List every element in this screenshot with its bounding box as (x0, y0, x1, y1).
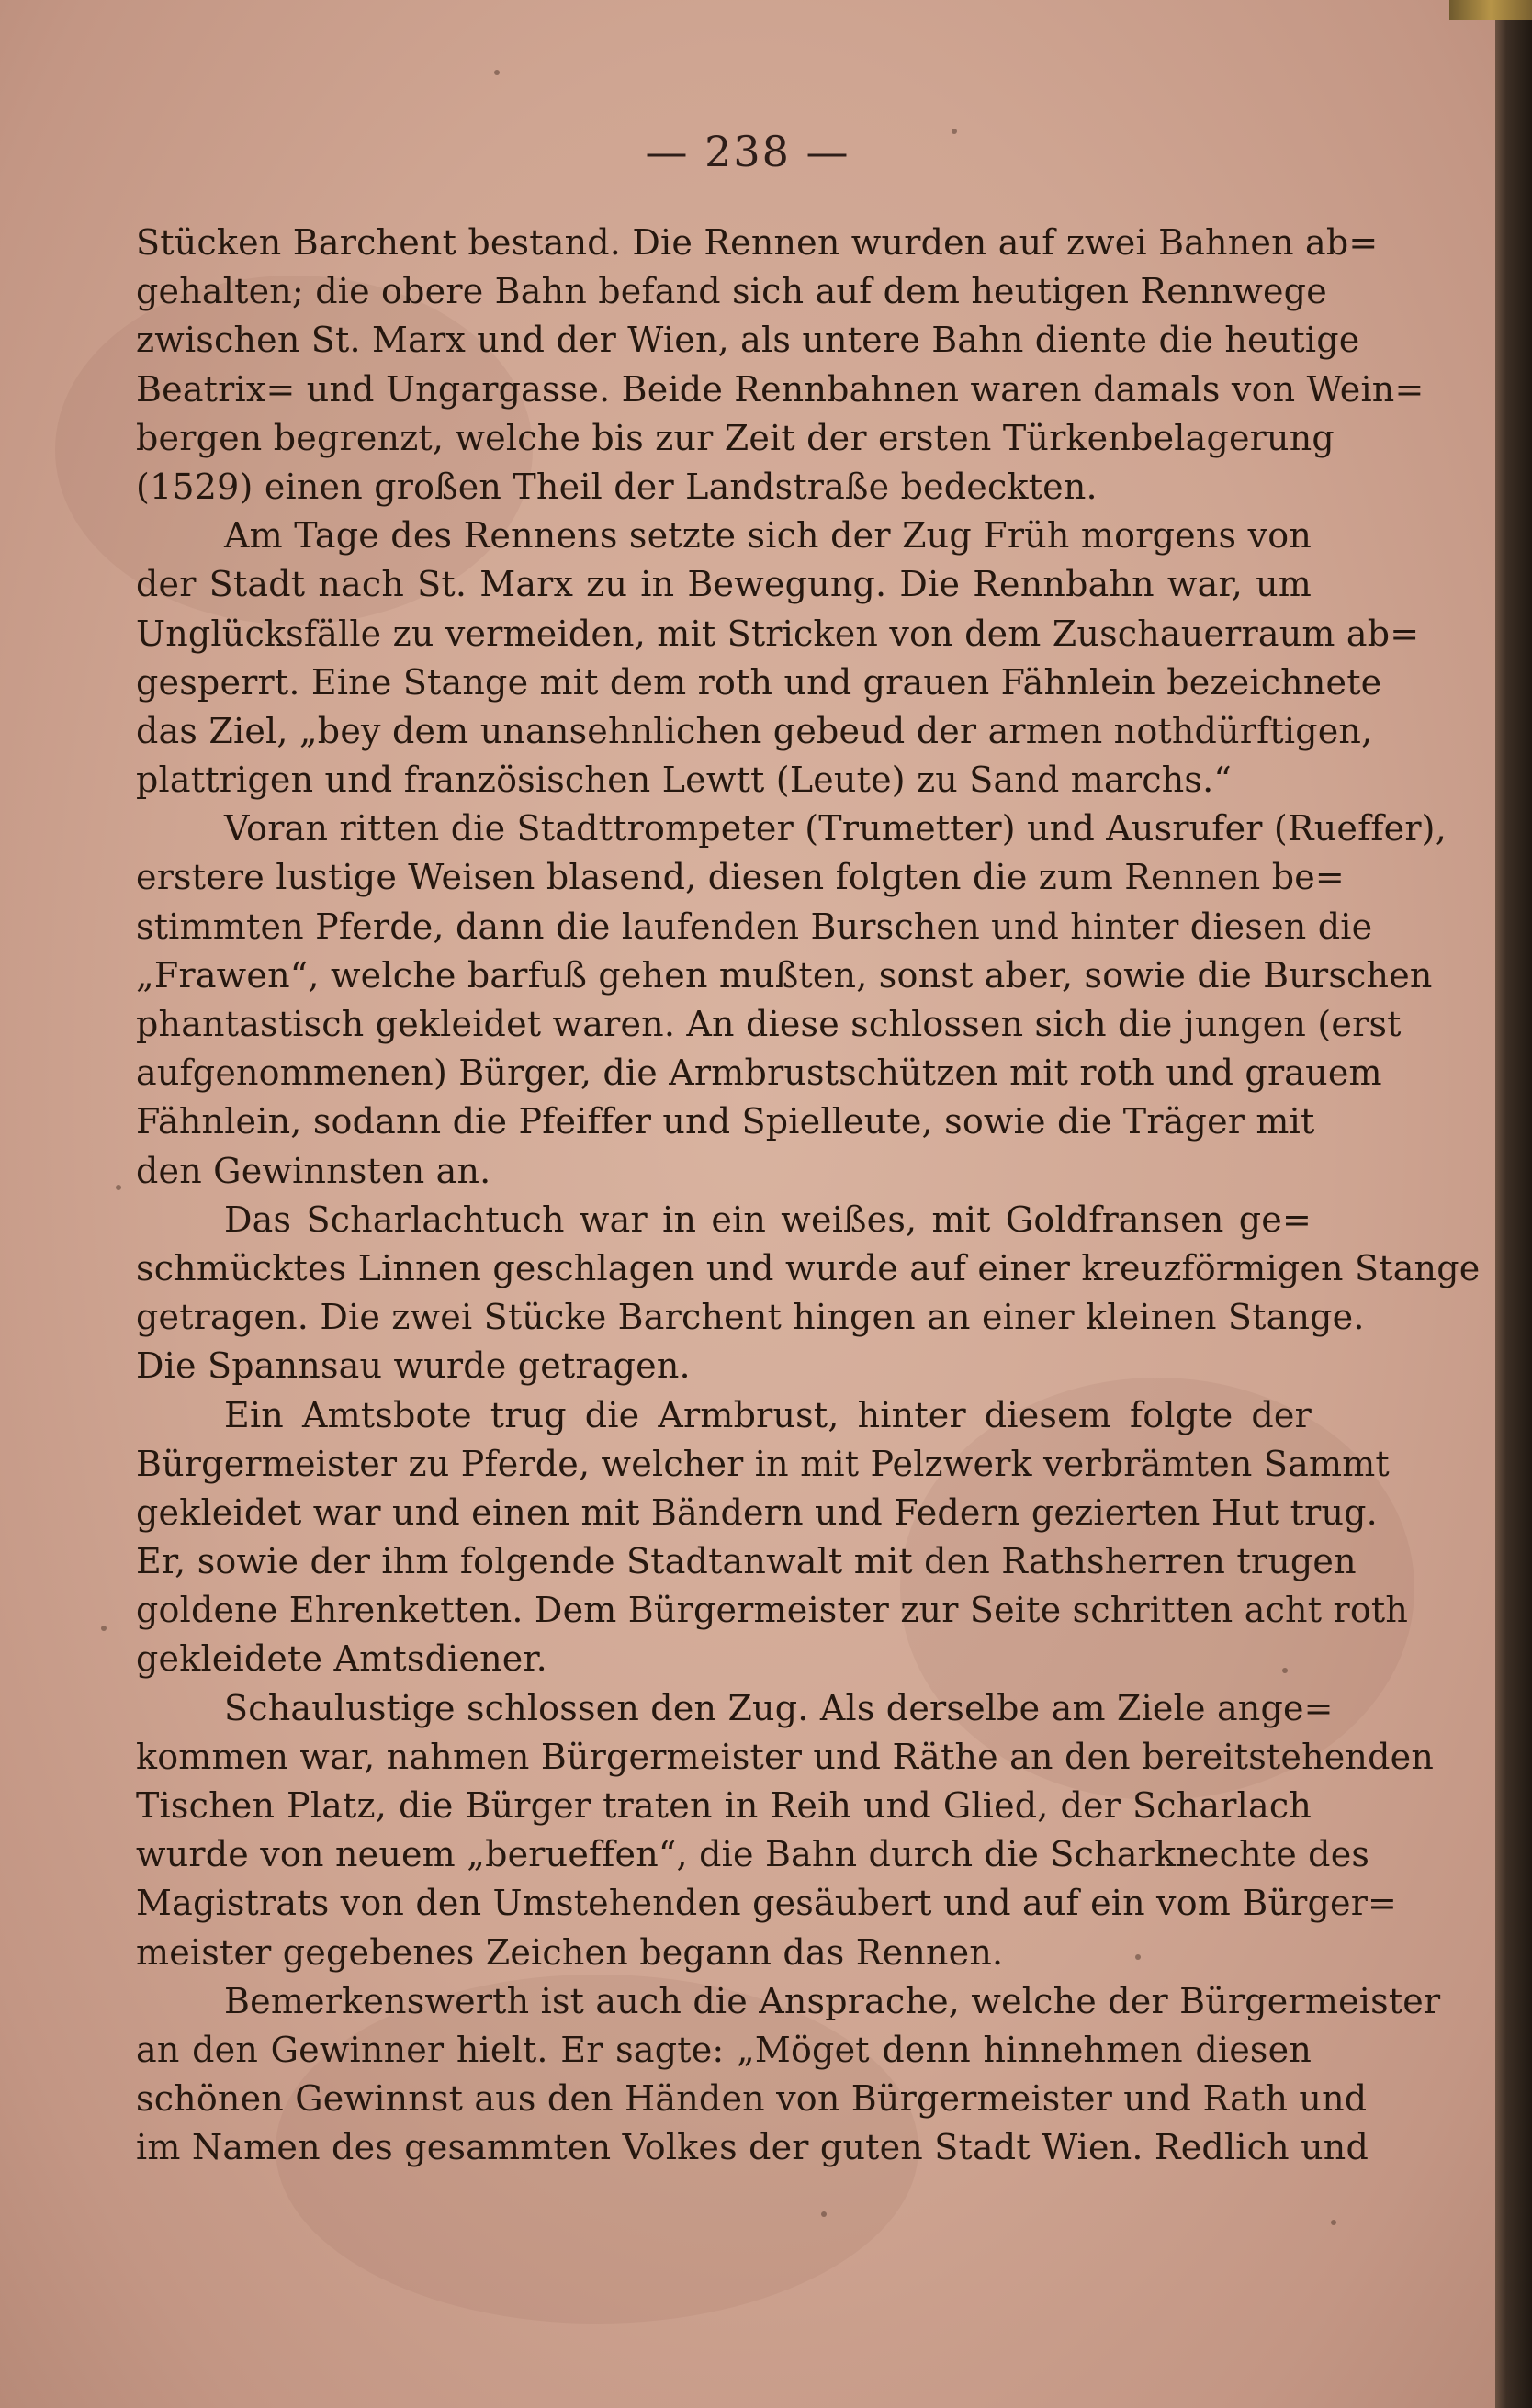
book-edge (1495, 0, 1532, 2408)
text-line: schmücktes Linnen geschlagen und wurde auf einer kreuzförmigen Stange (136, 1247, 1481, 1288)
text-line: Er, sowie der ihm folgende Stadtanwalt mit den Rathsherren trugen (136, 1541, 1357, 1582)
text-line: wurde von neuem „berueffen“, die Bahn durch die Scharknechte des (136, 1834, 1370, 1875)
text-line: gekleidet war und einen mit Bändern und Federn gezierten Hut trug. (136, 1491, 1378, 1533)
paper-speck (494, 70, 500, 75)
text-line: erstere lustige Weisen blasend, diesen folgten die zum Rennen be= (136, 857, 1345, 898)
text-line: an den Gewinner hielt. Er sagte: „Möget denn hinnehmen diesen (136, 2029, 1312, 2070)
body-text (136, 219, 1481, 2173)
text-line: Fähnlein, sodann die Pfeiffer und Spielleute, sowie die Träger mit (136, 1101, 1315, 1142)
text-line: kommen war, nahmen Bürgermeister und Räthe an den bereitstehenden (136, 1736, 1434, 1777)
page-number: — 238 — (645, 127, 850, 176)
text-line: goldene Ehrenketten. Dem Bürgermeister zur Seite schritten acht roth (136, 1590, 1409, 1631)
text-line: Am Tage des Rennens setzte sich der Zug Früh morgens von (224, 515, 1312, 557)
text-line: (1529) einen großen Theil der Landstraße bedeckten. (136, 466, 1098, 507)
text-line: Unglücksfälle zu vermeiden, mit Stricken von dem Zuschauerraum ab= (136, 613, 1420, 654)
paper-speck (821, 2211, 827, 2217)
text-line: Schaulustige schlossen den Zug. Als derselbe am Ziele ange= (224, 1687, 1334, 1728)
text-line: phantastisch gekleidet waren. An diese schlossen sich die jungen (erst (136, 1004, 1402, 1044)
paragraph (136, 1196, 1481, 1391)
text-line: Magistrats von den Umstehenden gesäubert und auf ein vom Bürger= (136, 1883, 1398, 1924)
text-line: Voran ritten die Stadttrompeter (Trumetter) und Ausrufer (Rueffer), (224, 808, 1447, 850)
text-line: „Frawen“, welche barfuß gehen mußten, sonst aber, sowie die Burschen (136, 954, 1433, 996)
paragraph (136, 1684, 1434, 1977)
paragraph (136, 805, 1447, 1196)
text-line: gesperrt. Eine Stange mit dem roth und grauen Fähnlein bezeichnete (136, 661, 1382, 703)
text-line: den Gewinnsten an. (136, 1150, 491, 1191)
text-line: Bemerkenswerth ist auch die Ansprache, welche der Bürgermeister (224, 1980, 1441, 2021)
text-line: Beatrix= und Ungargasse. Beide Rennbahnen waren damals von Wein= (136, 368, 1425, 410)
paper-speck (101, 1626, 107, 1631)
text-line: Die Spannsau wurde getragen. (136, 1345, 691, 1387)
text-line: getragen. Die zwei Stücke Barchent hingen an einer kleinen Stange. (136, 1297, 1365, 1338)
text-line: zwischen St. Marx und der Wien, als untere Bahn diente die heutige (136, 320, 1360, 361)
paper-speck (1331, 2220, 1336, 2225)
paragraph (136, 1977, 1441, 2173)
text-line: im Namen des gesammten Volkes der guten Stadt Wien. Redlich und (136, 2127, 1369, 2168)
paragraph (136, 219, 1425, 512)
text-line: das Ziel, „bey dem unansehnlichen gebeud der armen nothdürftigen, (136, 710, 1373, 751)
text-line: Das Scharlachtuch war in ein weißes, mit Goldfransen ge= (224, 1198, 1312, 1240)
text-line: aufgenommenen) Bürger, die Armbrustschützen mit roth und grauem (136, 1052, 1382, 1094)
text-line: der Stadt nach St. Marx zu in Bewegung. Die Rennbahn war, um (136, 564, 1312, 605)
paper-speck (116, 1185, 121, 1190)
text-line: Stücken Barchent bestand. Die Rennen wurden auf zwei Bahnen ab= (136, 222, 1379, 263)
text-line: Bürgermeister zu Pferde, welcher in mit Pelzwerk verbrämten Sammt (136, 1443, 1390, 1484)
text-line: schönen Gewinnst aus den Händen von Bürgermeister und Rath und (136, 2078, 1368, 2120)
text-line: gekleidete Amtsdiener. (136, 1638, 547, 1680)
text-line: plattrigen und französischen Lewtt (Leute) zu Sand marchs.“ (136, 760, 1233, 801)
paragraph (136, 1391, 1409, 1684)
text-line: bergen begrenzt, welche bis zur Zeit der ersten Türkenbelagerung (136, 417, 1335, 458)
gilt-edge (1449, 0, 1532, 20)
paragraph (136, 512, 1420, 805)
text-line: Tischen Platz, die Bürger traten in Reih und Glied, der Scharlach (136, 1785, 1312, 1826)
text-line: gehalten; die obere Bahn befand sich auf dem heutigen Rennwege (136, 271, 1327, 312)
text-line: meister gegebenes Zeichen begann das Rennen. (136, 1931, 1004, 1973)
text-line: Ein Amtsbote trug die Armbrust, hinter diesem folgte der (224, 1394, 1312, 1435)
text-line: stimmten Pferde, dann die laufenden Burschen und hinter diesen die (136, 906, 1373, 947)
